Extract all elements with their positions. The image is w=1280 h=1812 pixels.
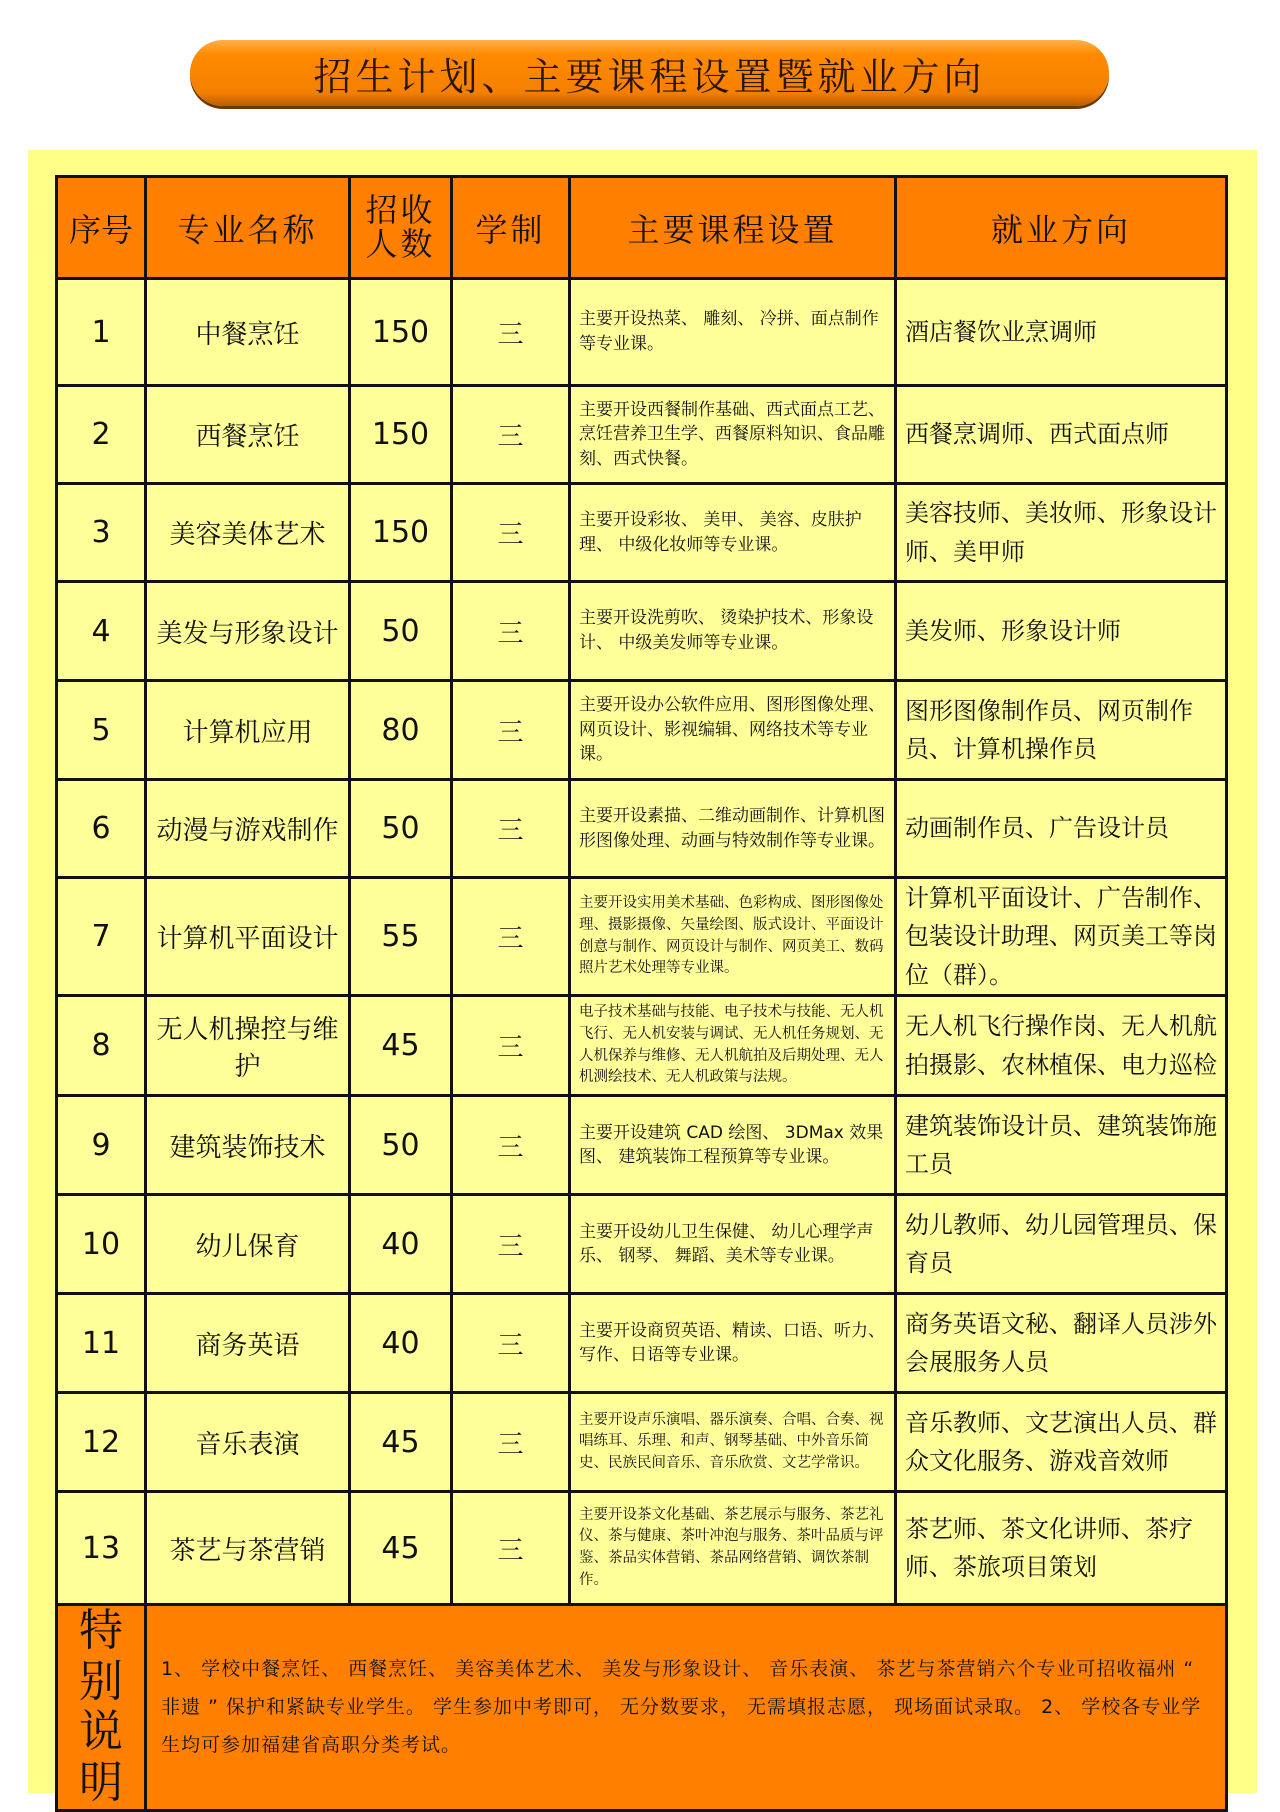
cell-quota: 45 (350, 996, 452, 1096)
cell-index: 4 (57, 582, 146, 681)
cell-index: 12 (57, 1393, 146, 1492)
cell-jobs: 音乐教师、文艺演出人员、群众文化服务、游戏音效师 (896, 1393, 1227, 1492)
cell-major: 西餐烹饪 (146, 386, 350, 484)
cell-quota: 40 (350, 1195, 452, 1294)
cell-duration: 三 (452, 1492, 570, 1605)
cell-duration: 三 (452, 996, 570, 1096)
cell-courses: 主要开设茶文化基础、茶艺展示与服务、茶艺礼仪、茶与健康、茶叶冲泡与服务、茶叶品质与评鉴、茶品实体营销、茶品网络营销、调饮茶制作。 (570, 1492, 896, 1605)
special-notes-row (57, 1605, 1227, 1810)
cell-index: 10 (57, 1195, 146, 1294)
cell-major: 商务英语 (146, 1294, 350, 1393)
cell-major: 计算机应用 (146, 681, 350, 780)
cell-duration: 三 (452, 1393, 570, 1492)
cell-jobs: 幼儿教师、幼儿园管理员、保育员 (896, 1195, 1227, 1294)
table-row (57, 1492, 1227, 1605)
cell-courses: 主要开设热菜、 雕刻、 冷拼、面点制作等专业课。 (570, 279, 896, 386)
header-index: 序号 (57, 177, 146, 279)
table-row (57, 1393, 1227, 1492)
cell-quota: 150 (350, 386, 452, 484)
cell-quota: 150 (350, 279, 452, 386)
cell-index: 7 (57, 878, 146, 996)
cell-courses: 主要开设西餐制作基础、西式面点工艺、烹饪营养卫生学、西餐原料知识、食品雕刻、西式快餐。 (570, 386, 896, 484)
cell-jobs: 茶艺师、茶文化讲师、茶疗师、茶旅项目策划 (896, 1492, 1227, 1605)
cell-jobs: 美发师、形象设计师 (896, 582, 1227, 681)
cell-courses: 主要开设声乐演唱、器乐演奏、合唱、合奏、视唱练耳、乐理、和声、钢琴基础、中外音乐简史、民族民间音乐、音乐欣赏、文艺学常识。 (570, 1393, 896, 1492)
cell-major: 动漫与游戏制作 (146, 780, 350, 878)
cell-courses: 主要开设办公软件应用、图形图像处理、网页设计、影视编辑、网络技术等专业课。 (570, 681, 896, 780)
cell-jobs: 图形图像制作员、网页制作员、计算机操作员 (896, 681, 1227, 780)
cell-major: 无人机操控与维护 (146, 996, 350, 1096)
cell-jobs: 无人机飞行操作岗、无人机航拍摄影、农林植保、电力巡检 (896, 996, 1227, 1096)
header-quota-line1: 招收 (365, 190, 436, 229)
cell-quota: 50 (350, 582, 452, 681)
cell-duration: 三 (452, 484, 570, 582)
cell-major: 茶艺与茶营销 (146, 1492, 350, 1605)
cell-index: 8 (57, 996, 146, 1096)
cell-jobs: 建筑装饰设计员、建筑装饰施工员 (896, 1096, 1227, 1195)
cell-quota: 55 (350, 878, 452, 996)
table-row (57, 582, 1227, 681)
cell-courses: 主要开设实用美术基础、色彩构成、图形图像处理、摄影摄像、矢量绘图、版式设计、平面设计创意与制作、网页设计与制作、网页美工、数码照片艺术处理等专业课。 (570, 878, 896, 996)
cell-index: 6 (57, 780, 146, 878)
cell-duration: 三 (452, 1096, 570, 1195)
table-row (57, 1294, 1227, 1393)
cell-quota: 40 (350, 1294, 452, 1393)
cell-major: 中餐烹饪 (146, 279, 350, 386)
cell-index: 5 (57, 681, 146, 780)
cell-jobs: 商务英语文秘、翻译人员涉外会展服务人员 (896, 1294, 1227, 1393)
header-duration: 学制 (452, 177, 570, 279)
cell-major: 美发与形象设计 (146, 582, 350, 681)
table-row (57, 386, 1227, 484)
header-quota-line2: 人数 (365, 224, 436, 263)
table-row (57, 780, 1227, 878)
table-row (57, 878, 1227, 996)
cell-quota: 150 (350, 484, 452, 582)
cell-index: 1 (57, 279, 146, 386)
header-major: 专业名称 (146, 177, 350, 279)
cell-jobs: 动画制作员、广告设计员 (896, 780, 1227, 878)
cell-index: 13 (57, 1492, 146, 1605)
page-title: 招生计划、主要课程设置暨就业方向 (190, 40, 1109, 106)
cell-jobs: 计算机平面设计、广告制作、包装设计助理、网页美工等岗位（群）。 (896, 878, 1227, 996)
cell-jobs: 酒店餐饮业烹调师 (896, 279, 1227, 386)
header-quota (350, 177, 452, 279)
cell-duration: 三 (452, 1195, 570, 1294)
cell-courses: 主要开设建筑 CAD 绘图、 3DMax 效果图、 建筑装饰工程预算等专业课。 (570, 1096, 896, 1195)
header-courses: 主要课程设置 (570, 177, 896, 279)
table-row (57, 996, 1227, 1096)
cell-courses: 主要开设洗剪吹、 烫染护技术、形象设计、 中级美发师等专业课。 (570, 582, 896, 681)
table-row (57, 1096, 1227, 1195)
table-row (57, 484, 1227, 582)
cell-courses: 主要开设彩妆、 美甲、 美容、皮肤护理、 中级化妆师等专业课。 (570, 484, 896, 582)
cell-duration: 三 (452, 279, 570, 386)
cell-index: 2 (57, 386, 146, 484)
cell-quota: 50 (350, 780, 452, 878)
cell-duration: 三 (452, 582, 570, 681)
cell-duration: 三 (452, 1294, 570, 1393)
header-jobs: 就业方向 (896, 177, 1227, 279)
table-row (57, 681, 1227, 780)
cell-major: 美容美体艺术 (146, 484, 350, 582)
cell-major: 计算机平面设计 (146, 878, 350, 996)
header-row (57, 177, 1227, 279)
cell-quota: 50 (350, 1096, 452, 1195)
cell-quota: 45 (350, 1393, 452, 1492)
cell-courses: 主要开设素描、二维动画制作、计算机图形图像处理、动画与特效制作等专业课。 (570, 780, 896, 878)
cell-index: 11 (57, 1294, 146, 1393)
table-row (57, 279, 1227, 386)
enrollment-table (55, 175, 1228, 1812)
cell-duration: 三 (452, 681, 570, 780)
cell-courses: 主要开设幼儿卫生保健、 幼儿心理学声乐、 钢琴、 舞蹈、美术等专业课。 (570, 1195, 896, 1294)
cell-courses: 主要开设商贸英语、精读、口语、听力、写作、日语等专业课。 (570, 1294, 896, 1393)
cell-jobs: 美容技师、美妆师、形象设计师、美甲师 (896, 484, 1227, 582)
cell-quota: 45 (350, 1492, 452, 1605)
cell-courses: 电子技术基础与技能、电子技术与技能、无人机飞行、无人机安装与调试、无人机任务规划、无人机保养与维修、无人机航拍及后期处理、无人机测绘技术、无人机政策与法规。 (570, 996, 896, 1096)
cell-duration: 三 (452, 878, 570, 996)
cell-quota: 80 (350, 681, 452, 780)
cell-index: 9 (57, 1096, 146, 1195)
cell-jobs: 西餐烹调师、西式面点师 (896, 386, 1227, 484)
cell-major: 音乐表演 (146, 1393, 350, 1492)
cell-major: 幼儿保育 (146, 1195, 350, 1294)
cell-major: 建筑装饰技术 (146, 1096, 350, 1195)
special-notes-label: 特别说明 (57, 1605, 146, 1810)
special-notes-text: 1、 学校中餐烹饪、 西餐烹饪、 美容美体艺术、 美发与形象设计、 音乐表演、 茶艺与茶营销六个专业可招收福州 “ 非遗 ” 保护和紧缺专业学生。 学生参加中考即可， 无分数要求， 无需填报志愿， 现场面试录取。 2、 学校各专业学生均可参加福建省高职分类考试。 (146, 1605, 1227, 1810)
cell-duration: 三 (452, 386, 570, 484)
cell-index: 3 (57, 484, 146, 582)
cell-duration: 三 (452, 780, 570, 878)
table-row (57, 1195, 1227, 1294)
